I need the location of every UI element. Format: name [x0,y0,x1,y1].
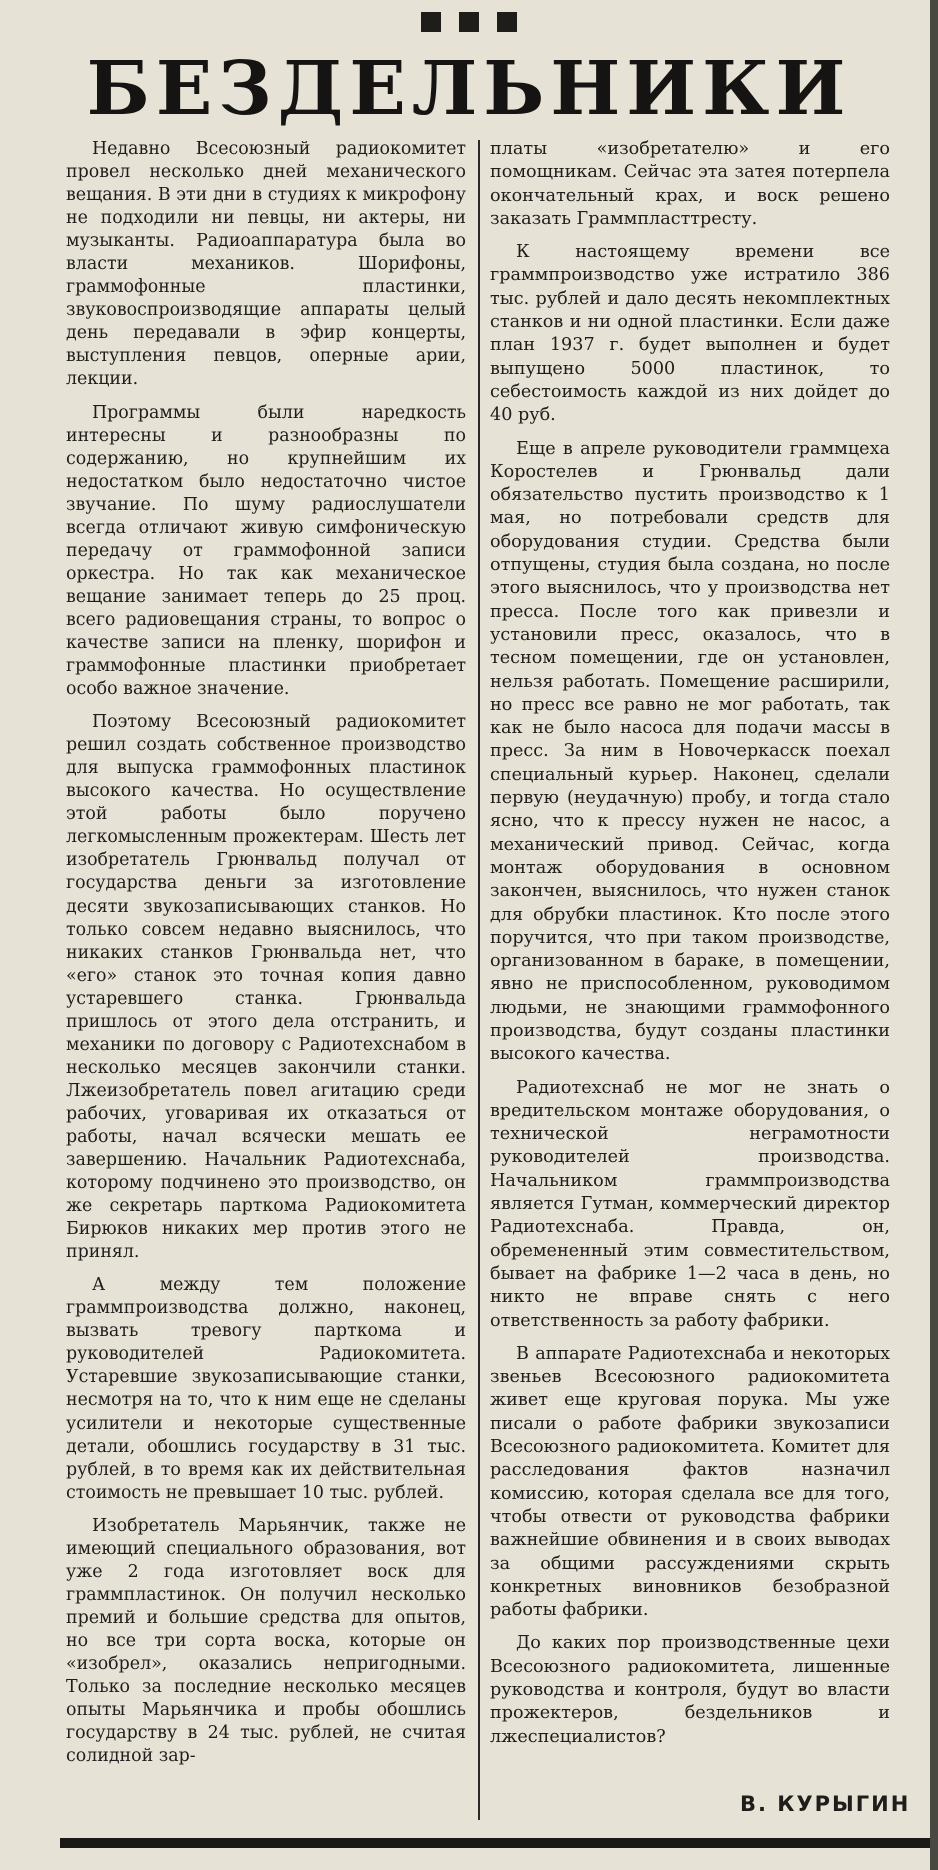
paragraph: Недавно Всесоюзный радиокомитет провел несколько дней механического вещания. В эти дни в студиях к микрофону не подходили ни певцы, ни актеры, ни музыканты. Радиоаппаратура была во власти механиков. Шорифоны, граммофонные пластинки, звуковоспроизводящие аппараты целый день передавали в эфир концерты, выступления певцов, оперные арии, лекции. [66,139,466,390]
author-signature: В. КУРЫГИН [740,1792,911,1816]
paragraph: В аппарате Радиотехснаба и некоторых звеньев Всесоюзного радиокомитета живет еще круговая порука. Мы уже писали о работе фабрики звукозаписи Всесоюзного радиокомитета. Комитет для расследования фактов назначил комиссию, которая сделала все для того, чтобы отвести от руководства фабрики важнейшие обвинения и в своих выводах за общими рассуждениями скрыть конкретных виновников безобразной работы фабрики. [490,1343,890,1621]
header-ornament [0,12,938,34]
paragraph: Радиотехснаб не мог не знать о вредительском монтаже оборудования, о технической неграмотности руководителей производства. Начальником граммпроизводства является Гутман, коммерческий директор Радиотехснаба. Правда, он, обремененный этим совместительством, бывает на фабрике 1—2 часа в день, но никто не вправе снять с него ответственность за работу фабрики. [490,1077,890,1331]
ornament-square [459,12,479,32]
article-headline: БЕЗДЕЛЬНИКИ [86,46,852,132]
article-column-right [490,138,890,1759]
bottom-rule [60,1838,938,1848]
paragraph: А между тем положение граммпроизводства должно, наконец, вызвать тревогу парткома и руководителей Радиокомитета. Устаревшие звукозаписывающие станки, несмотря на то, что к ним еще не сделаны усилители и некоторые существенные детали, обошлись государству в 31 тыс. рублей, в то время как их действительная стоимость не превышает 10 тыс. рублей. [66,1275,466,1503]
paragraph: платы «изобретателю» и его помощникам. Сейчас эта затея потерпела окончательный крах, и воск решено заказать Граммпласттресту. [490,139,890,229]
paragraph: До каких пор производственные цехи Всесоюзного радиокомитета, лишенные руководства и контроля, будут во власти прожектеров, бездельников и лжеспециалистов? [490,1633,890,1747]
paragraph: К настоящему времени все граммпроизводство уже истратило 386 тыс. рублей и дало десять некомплектных станков и ни одной пластинки. Если даже план 1937 г. будет выполнен и будет выпущено 5000 пластинок, то себестоимость каждой из них дойдет до 40 руб. [490,242,890,426]
ornament-square [421,12,441,32]
paragraph: Еще в апреле руководители граммцеха Коростелев и Грюнвальд дали обязательство пустить производство к 1 мая, но потребовали средств для оборудования студии. Средства были отпущены, студия была создана, но после этого выяснилось, что у производства нет пресса. После того как привезли и установили пресс, оказалось, что в тесном помещении, где он установлен, нельзя работать. Помещение расширили, но пресс все равно не мог работать, так как не было насоса для подачи массы в пресс. За ним в Новочеркасск поехал специальный курьер. Наконец, сделали первую (неудачную) пробу, и тогда стало ясно, что к прессу нужен не насос, а механический привод. Сейчас, когда монтаж оборудования в основном закончен, выяснилось, что нужен станок для обрубки пластинок. Кто после этого поручится, что при таком производстве, организованном в бараке, в помещении, явно не приспособленном, руководимом людьми, не знающими граммофонного производства, будут созданы пластинки высокого качества. [490,438,890,1065]
column-divider [478,140,480,1820]
paragraph: Изобретатель Марьянчик, также не имеющий специального образования, вот уже 2 года изготовляет воск для граммпластинок. Он получил несколько премий и большие средства для опытов, но все три сорта воска, которые он «изобрел», оказались непригодными. Только за последние несколько месяцев опыты Марьянчика и пробы обошлись государству в 24 тыс. рублей, не считая солидной зар- [66,1515,466,1767]
right-edge-rule [930,0,938,1870]
article-column-left [66,138,466,1778]
ornament-square [497,12,517,32]
paragraph: Программы были наредкость интересны и разнообразны по содержанию, но крупнейшим их недостатком было недостаточно чистое звучание. По шуму радиослушатели всегда отличают живую симфоническую передачу от граммофонной записи оркестра. Но так как механическое вещание занимает теперь до 25 проц. всего радиовещания страны, то вопрос о качестве записи на пленку, шорифон и граммофонные пластинки приобретает особо важное значение. [66,402,466,700]
paragraph: Поэтому Всесоюзный радиокомитет решил создать собственное производство для выпуска граммофонных пластинок высокого качества. Но осуществление этой работы было поручено легкомысленным прожектерам. Шесть лет изобретатель Грюнвальд получал от государства деньги за изготовление десяти звукозаписывающих станков. Но только совсем недавно выяснилось, что никаких станков Грюнвальда нет, что «его» станок это точная копия давно устаревшего станка. Грюнвальда пришлось от этого дела отстранить, и механики по договору с Радиотехснабом в несколько месяцев закончили станки. Лжеизобретатель повел агитацию среди рабочих, уговаривая их отказаться от работы, начал всячески мешать ее завершению. Начальник Радиотехснаба, которому подчинено это производство, он же секретарь парткома Радиокомитета Бирюков никаких мер против этого не принял. [66,712,466,1263]
